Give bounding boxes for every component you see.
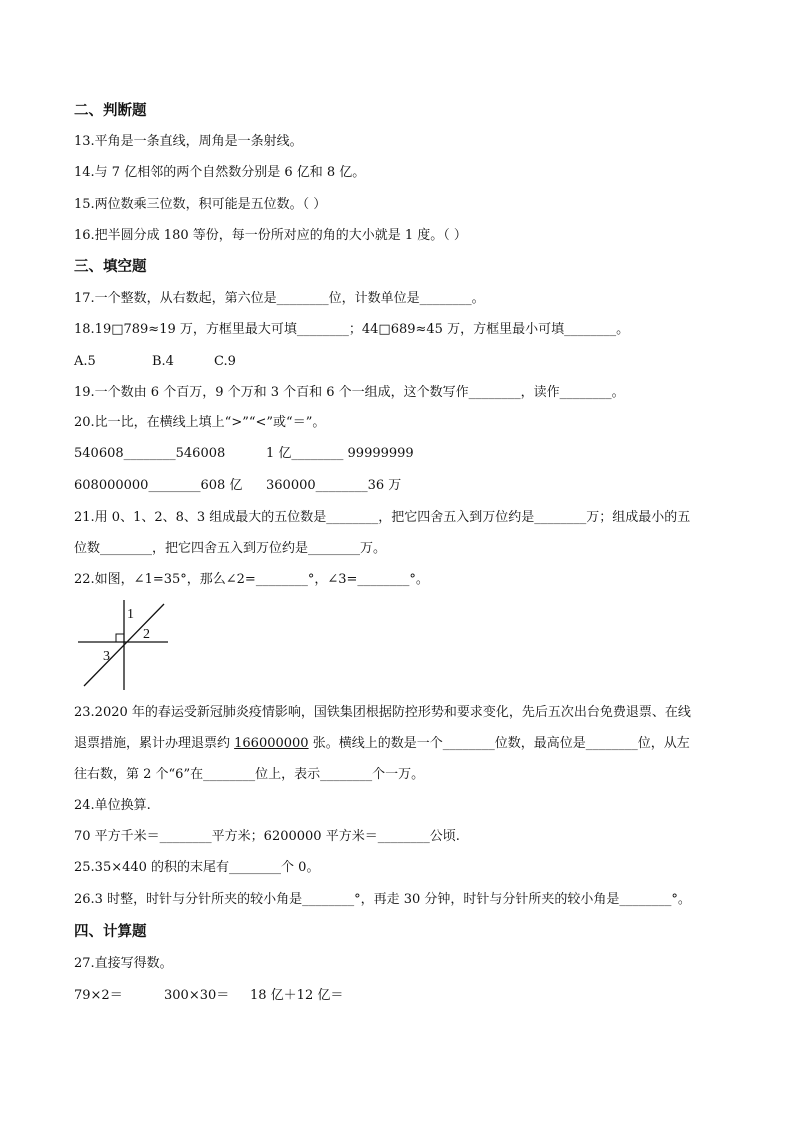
question-23-line-2 xyxy=(74,736,690,752)
question-21-line-2: 位数________，把它四舍五入到万位约是________万。 xyxy=(74,541,387,556)
question-13: 13.平角是一条直线，周角是一条射线。 xyxy=(74,134,303,149)
question-23-text: 退票措施，累计办理退票约 xyxy=(74,736,235,751)
question-24-line: 70 平方千米＝________平方米；6200000 平方米＝________公顷. xyxy=(74,829,460,844)
calc-item: 79×2＝ xyxy=(74,988,123,1003)
question-16: 16.把半圆分成 180 等份，每一份所对应的角的大小就是 1 度。（ ） xyxy=(74,228,467,243)
question-20-row-2 xyxy=(74,478,401,494)
question-20-row-1 xyxy=(74,446,414,462)
question-23-line-3: 往右数，第 2 个“6”在________位上，表示________个一万。 xyxy=(74,767,425,782)
question-23-text: 张。横线上的数是一个________位数，最高位是________位，从左 xyxy=(308,736,690,751)
question-27: 27.直接写得数。 xyxy=(74,956,173,971)
calc-item: 300×30＝ xyxy=(164,988,230,1003)
angle-label-3: 3 xyxy=(103,649,110,664)
section-heading-fill-in: 三、填空题 xyxy=(74,259,147,275)
question-14: 14.与 7 亿相邻的两个自然数分别是 6 亿和 8 亿。 xyxy=(74,165,366,180)
question-17: 17.一个整数，从右数起，第六位是________位，计数单位是________。 xyxy=(74,291,485,306)
underlined-number: 166000000 xyxy=(234,736,309,751)
question-22: 22.如图，∠1=35°，那么∠2=________°，∠3=________°。 xyxy=(74,572,429,587)
compare-item: 540608________546008 xyxy=(74,446,226,461)
question-24: 24.单位换算. xyxy=(74,798,151,813)
question-25: 25.35×440 的积的末尾有________个 0。 xyxy=(74,860,320,875)
question-15: 15.两位数乘三位数，积可能是五位数。（ ） xyxy=(74,197,327,212)
compare-item: 1 亿________ 99999999 xyxy=(266,446,414,461)
option-b: B.4 xyxy=(152,354,174,369)
section-heading-judgment: 二、判断题 xyxy=(74,103,147,119)
question-21-line-1: 21.用 0、1、2、8、3 组成最大的五位数是________，把它四舍五入到万位约是________万；组成最小的五 xyxy=(74,510,691,525)
option-a: A.5 xyxy=(74,354,96,369)
question-27-items xyxy=(74,988,343,1004)
angle-label-2: 2 xyxy=(143,627,150,642)
question-18: 18.19□789≈19 万，方框里最大可填________；44□689≈45 万，方框里最小可填________。 xyxy=(74,322,630,337)
angle-figure xyxy=(76,598,172,692)
option-c: C.9 xyxy=(214,354,236,369)
question-23-line-1: 23.2020 年的春运受新冠肺炎疫情影响，国铁集团根据防控形势和要求变化，先后五次出台免费退票、在线 xyxy=(74,705,691,720)
section-heading-calculation: 四、计算题 xyxy=(74,924,147,940)
question-19: 19.一个数由 6 个百万，9 个万和 3 个百和 6 个一组成，这个数写作________，读作________。 xyxy=(74,385,625,400)
compare-item: 360000________36 万 xyxy=(266,478,402,493)
compare-item: 608000000________608 亿 xyxy=(74,478,243,493)
question-26: 26.3 时整，时针与分针所夹的较小角是________°，再走 30 分钟，时针与分针所夹的较小角是________°。 xyxy=(74,892,691,907)
question-18-options xyxy=(74,354,236,370)
angle-label-1: 1 xyxy=(127,607,134,622)
question-20: 20.比一比，在横线上填上“>”“<”或“＝”。 xyxy=(74,415,326,430)
calc-item: 18 亿＋12 亿＝ xyxy=(250,988,344,1003)
